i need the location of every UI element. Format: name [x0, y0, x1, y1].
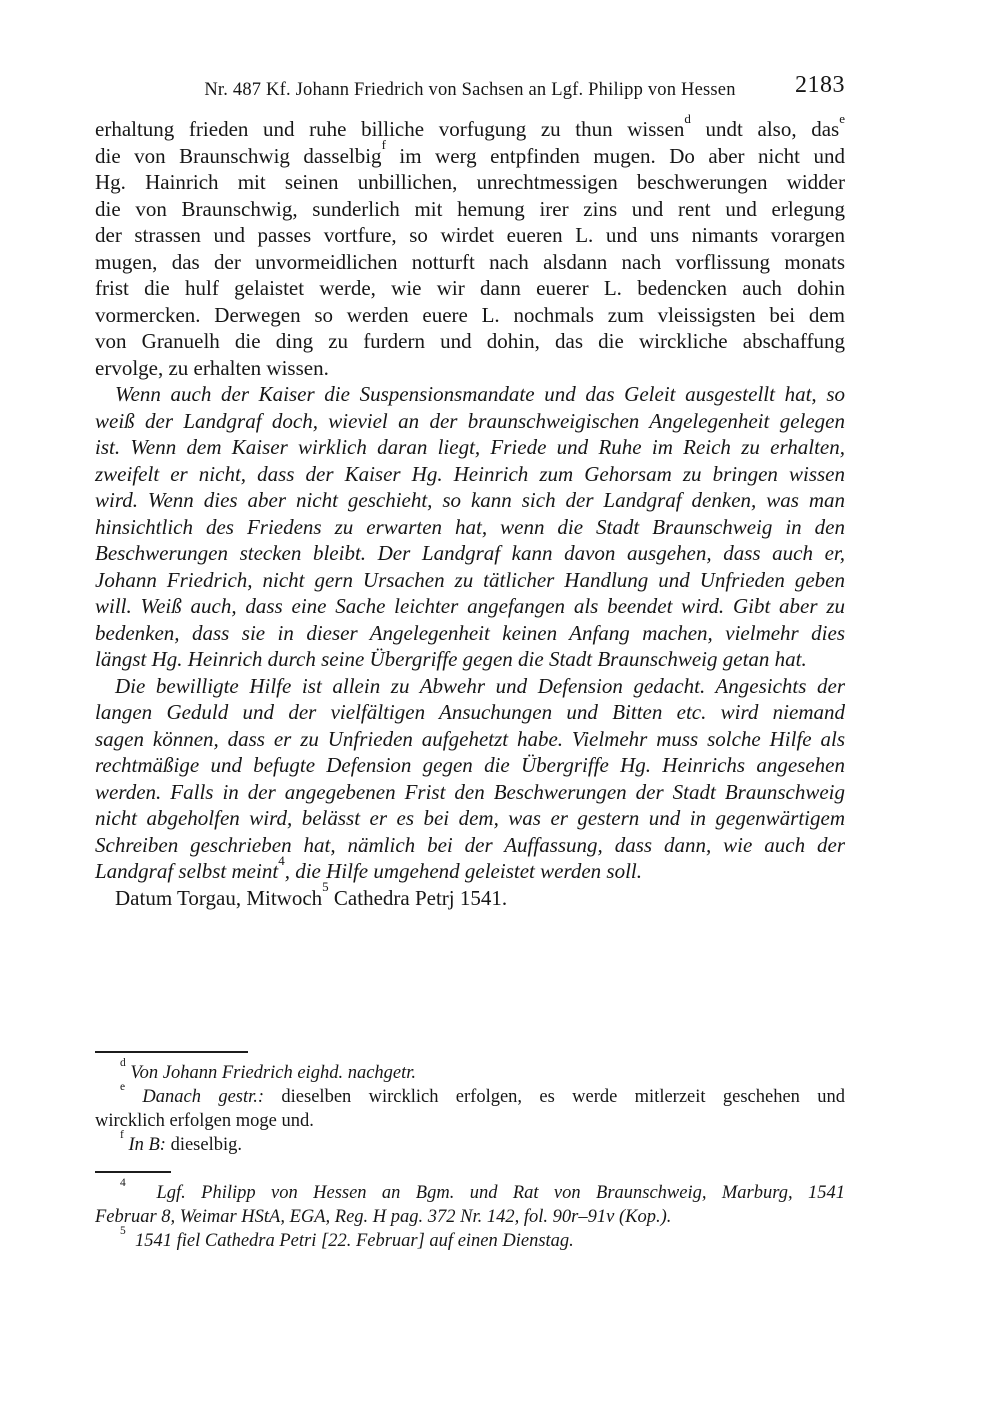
text-line	[95, 249, 845, 276]
text-line	[95, 1129, 845, 1157]
letter-body	[95, 110, 845, 911]
text-line	[95, 779, 845, 806]
footnote-marker: e	[839, 110, 845, 126]
text-line	[95, 805, 845, 832]
footnote-f	[95, 1129, 845, 1157]
apparatus-separator-rule	[95, 1051, 248, 1053]
text-segment: ervolge, zu erhalten wissen.	[95, 355, 329, 380]
text-segment: In B:	[123, 1135, 166, 1155]
text-segment: die von Braunschwig, sunderlich mit hemung irer zins und rent und erlegung	[95, 196, 845, 221]
text-segment: wird. Wenn dies aber nicht geschieht, so kann sich der Landgraf denken, was man	[95, 488, 845, 512]
text-segment: Landgraf selbst meint	[95, 859, 279, 883]
page-header	[95, 72, 845, 101]
text-segment: undt also, das	[690, 117, 840, 141]
text-line	[95, 1205, 845, 1229]
text-segment: , die Hilfe umgehend geleistet werden soll.	[284, 859, 643, 883]
text-segment: der strassen und passes vortfure, so wirdet eueren L. und uns nimants vorargen	[95, 223, 845, 247]
footnote-marker: 4	[278, 852, 285, 868]
text-segment: von Granuelh die ding zu furdern und dohin, das die wirckliche abschaffung	[95, 329, 845, 353]
text-segment: Johann Friedrich, nicht gern Ursachen zu tätlicher Handlung und Unfrieden geben	[95, 567, 845, 592]
text-segment: frist die hulf gelaistet werde, wie wir dann euerer L. bedencken auch dohin	[95, 276, 845, 300]
text-line	[95, 196, 845, 223]
text-segment: will. Weiß auch, dass eine Sache leichter angefangen als beendet wird. Gibt aber zu	[95, 594, 845, 618]
text-segment: dieselbig.	[165, 1135, 242, 1155]
text-line	[95, 1081, 846, 1109]
text-segment: die von Braunschwig dasselbig	[95, 143, 382, 168]
text-segment: vormercken. Derwegen so werden euere L. nochmals zum vleissigsten bei dem	[95, 302, 845, 327]
text-segment: bedenken, dass sie in dieser Angelegenheit keinen Anfang machen, vielmehr dies	[95, 620, 845, 645]
text-segment: weiß der Landgraf doch, wieviel an der braunschweigischen Angelegenheit gelegen	[95, 408, 845, 433]
text-segment: mugen, das der unvormeidlichen notturft nach alsdann nach vorflissung monats	[95, 249, 845, 274]
text-line	[95, 832, 845, 859]
text-segment: Lgf. Philipp von Hessen an Bgm. und Rat von Braunschweig, Marburg, 1541	[125, 1183, 845, 1203]
text-line	[95, 646, 845, 673]
text-segment: Von Johann Friedrich eighd. nachgetr.	[125, 1063, 417, 1083]
paragraph-datum	[95, 879, 845, 912]
text-segment: erhaltung frieden und ruhe billiche vorfugung zu thun wissen	[95, 117, 685, 141]
text-segment: wircklich erfolgen moge und.	[95, 1111, 314, 1131]
footnote-4	[95, 1177, 845, 1229]
text-segment: werden. Falls in der angegebenen Frist den Beschwerungen der Stadt Braunschweig	[95, 779, 845, 804]
text-line	[95, 302, 845, 329]
paragraph-regest-1	[95, 381, 845, 673]
text-line	[95, 567, 845, 594]
text-line	[95, 1057, 845, 1085]
text-line	[95, 1177, 845, 1205]
text-line	[95, 620, 845, 647]
text-line	[95, 461, 845, 488]
text-line	[95, 275, 845, 302]
text-line	[95, 879, 845, 912]
text-line	[95, 328, 845, 355]
footnote-marker: 5	[120, 1225, 126, 1238]
text-segment: Datum Torgau, Mitwoch	[115, 885, 323, 910]
footnotes-area	[95, 1051, 845, 1253]
running-title: Nr. 487 Kf. Johann Friedrich von Sachsen an Lgf. Philipp von Hessen	[204, 80, 736, 100]
text-line	[95, 726, 845, 753]
text-line	[95, 434, 845, 461]
text-line	[95, 593, 845, 620]
text-segment: zweifelt er nicht, dass der Kaiser Hg. Heinrich zum Gehorsam zu bringen wissen	[95, 461, 845, 486]
text-line	[95, 110, 845, 143]
footnote-e	[95, 1081, 846, 1133]
text-segment: nicht abgeholfen wird, belässt er es bei dem, was er gestern und in gegenwärtigem	[95, 806, 845, 830]
text-line	[95, 487, 845, 514]
text-line	[95, 852, 845, 885]
text-segment: Danach gestr.:	[125, 1087, 265, 1107]
text-segment: Cathedra Petrj 1541.	[328, 885, 508, 910]
paragraph-letter-text	[95, 110, 845, 381]
footnote-marker: 4	[120, 1177, 126, 1190]
text-segment: dieselben wircklich erfolgen, es werde mitlerzeit geschehen und	[264, 1087, 846, 1107]
text-segment: ist. Wenn dem Kaiser wirklich daran liegt, Friede und Ruhe im Reich zu erhalten,	[95, 435, 845, 459]
text-segment: Beschwerungen stecken bleibt. Der Landgraf kann davon ausgehen, dass auch er,	[95, 541, 845, 565]
footnote-marker: f	[120, 1129, 124, 1142]
text-line	[95, 381, 845, 408]
text-line	[95, 673, 845, 700]
footnote-marker: e	[120, 1081, 126, 1094]
footnote-marker: d	[120, 1057, 126, 1070]
paragraph-regest-2	[95, 673, 845, 885]
text-segment: Die bewilligte Hilfe ist allein zu Abwehr und Defension gedacht. Angesichts der	[115, 673, 845, 698]
commentary-separator-rule	[95, 1171, 171, 1173]
text-segment: längst Hg. Heinrich durch seine Übergriffe gegen die Stadt Braunschweig getan hat.	[95, 647, 807, 671]
text-line	[95, 1225, 845, 1253]
footnote-d	[95, 1057, 845, 1085]
text-segment: 1541 fiel Cathedra Petri [22. Februar] auf einen Dienstag.	[125, 1231, 574, 1251]
footnote-5	[95, 1225, 845, 1253]
text-segment: hinsichtlich des Friedens zu erwarten hat, wenn die Stadt Braunschweig in den	[95, 514, 845, 539]
page-number: 2183	[795, 72, 845, 98]
text-line	[95, 514, 845, 541]
text-segment: rechtmäßige und befugte Defension gegen die Übergriffe Hg. Heinrichs angesehen	[95, 753, 845, 777]
text-line	[95, 169, 845, 196]
text-line	[95, 699, 845, 726]
footnote-marker: d	[684, 110, 691, 126]
text-line	[95, 355, 845, 382]
text-segment: im werg entpfinden mugen. Do aber nicht und	[385, 143, 845, 168]
text-line	[95, 222, 845, 249]
text-segment: langen Geduld und der vielfältigen Ansuchungen und Bitten etc. wird niemand	[95, 700, 845, 724]
text-segment: Schreiben geschrieben hat, nämlich bei der Auffassung, dass dann, wie auch der	[95, 832, 845, 857]
text-segment: Februar 8, Weimar HStA, EGA, Reg. H pag. 372 Nr. 142, fol. 90r–91v (Kop.).	[95, 1207, 672, 1227]
text-line	[95, 752, 845, 779]
text-segment: sagen können, dass er zu Unfrieden aufgehetzt habe. Vielmehr muss solche Hilfe als	[95, 726, 845, 751]
footnote-marker: 5	[322, 879, 329, 895]
text-segment: Wenn auch der Kaiser die Suspensionsmandate und das Geleit ausgestellt hat, so	[115, 382, 845, 406]
text-line	[95, 540, 845, 567]
text-line	[95, 137, 845, 170]
text-segment: Hg. Hainrich mit seinen unbillichen, unrechtmessigen beschwerungen widder	[95, 170, 845, 194]
text-line	[95, 1109, 845, 1133]
text-line	[95, 408, 845, 435]
footnote-marker: f	[381, 137, 386, 153]
